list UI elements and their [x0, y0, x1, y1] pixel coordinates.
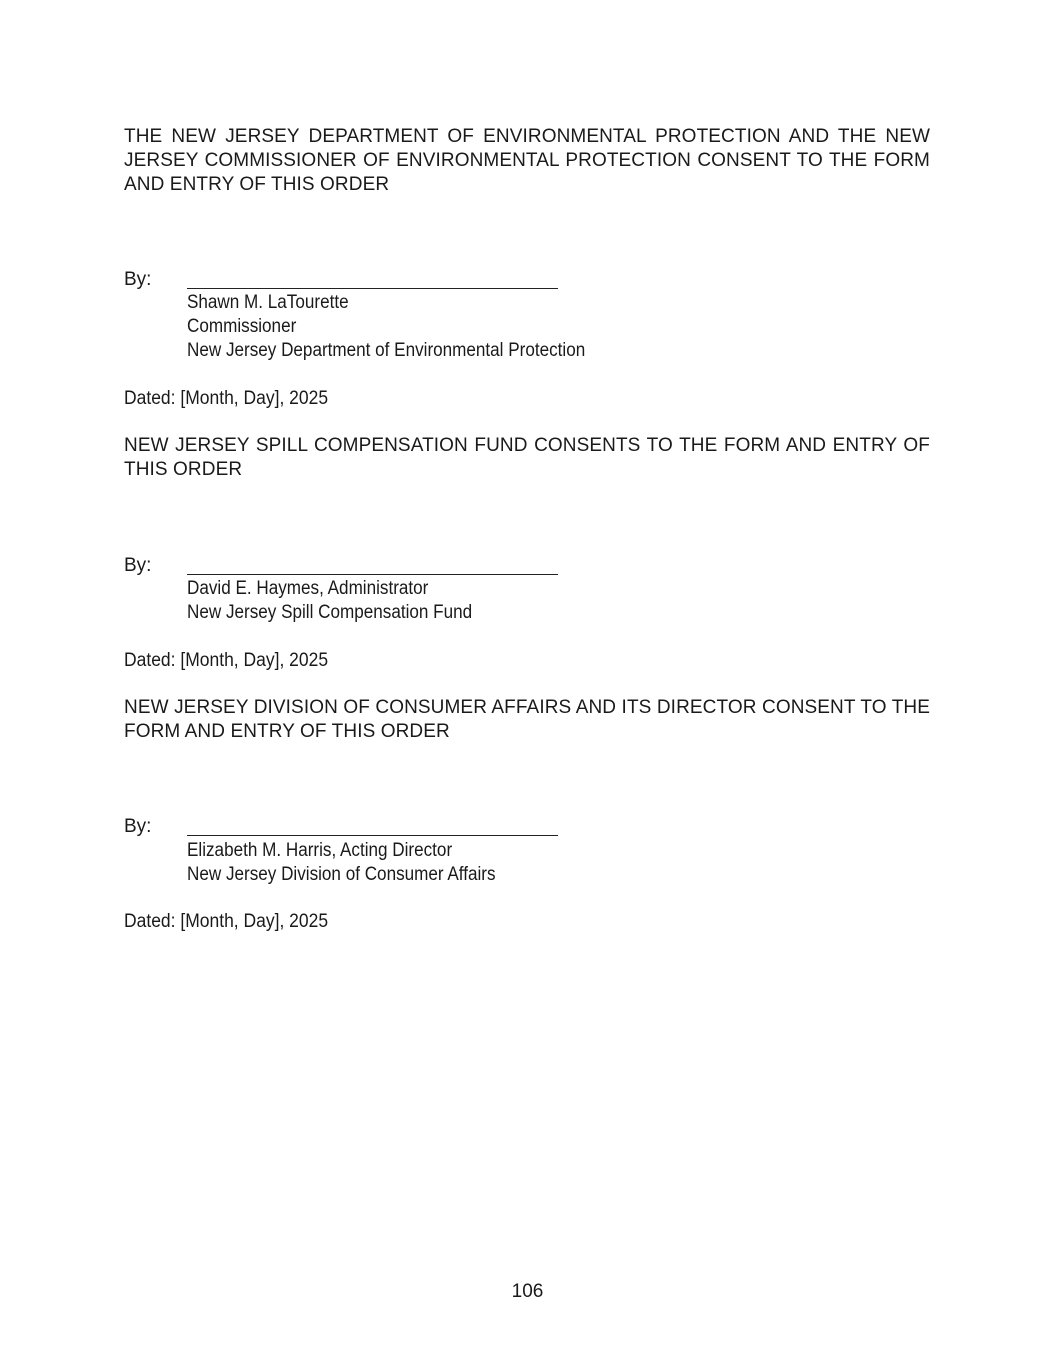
signer-organization: New Jersey Department of Environmental Protection	[187, 340, 586, 361]
dated-line: Dated: [Month, Day], 2025	[124, 388, 329, 409]
signer-name: Elizabeth M. Harris, Acting Director	[187, 840, 453, 861]
signer-name: Shawn M. LaTourette	[187, 292, 349, 313]
signer-organization: New Jersey Division of Consumer Affairs	[187, 864, 496, 885]
by-label: By:	[124, 816, 152, 837]
section-heading-njdep: THE NEW JERSEY DEPARTMENT OF ENVIRONMENTAL PROTECTION AND THE NEW JERSEY COMMISSIONER OF ENVIRONMENTAL PROTECTION CONSENT TO THE FORM AND ENTRY OF THIS ORDER	[124, 126, 930, 195]
signer-name: David E. Haymes, Administrator	[187, 578, 429, 599]
signer-title: Commissioner	[187, 316, 297, 337]
section-heading-spill-fund: NEW JERSEY SPILL COMPENSATION FUND CONSENTS TO THE FORM AND ENTRY OF THIS ORDER	[124, 435, 930, 480]
signature-line	[187, 835, 558, 836]
signer-organization: New Jersey Spill Compensation Fund	[187, 602, 473, 623]
by-label: By:	[124, 269, 152, 290]
by-label: By:	[124, 555, 152, 576]
dated-line: Dated: [Month, Day], 2025	[124, 911, 329, 932]
page-number: 106	[511, 1281, 544, 1302]
signature-line	[187, 574, 558, 575]
section-heading-consumer-affairs: NEW JERSEY DIVISION OF CONSUMER AFFAIRS AND ITS DIRECTOR CONSENT TO THE FORM AND ENTRY OF THIS ORDER	[124, 697, 930, 742]
dated-line: Dated: [Month, Day], 2025	[124, 650, 329, 671]
signer-block	[187, 839, 496, 887]
signature-line	[187, 288, 558, 289]
signer-block	[187, 577, 472, 625]
signer-block	[187, 291, 585, 363]
